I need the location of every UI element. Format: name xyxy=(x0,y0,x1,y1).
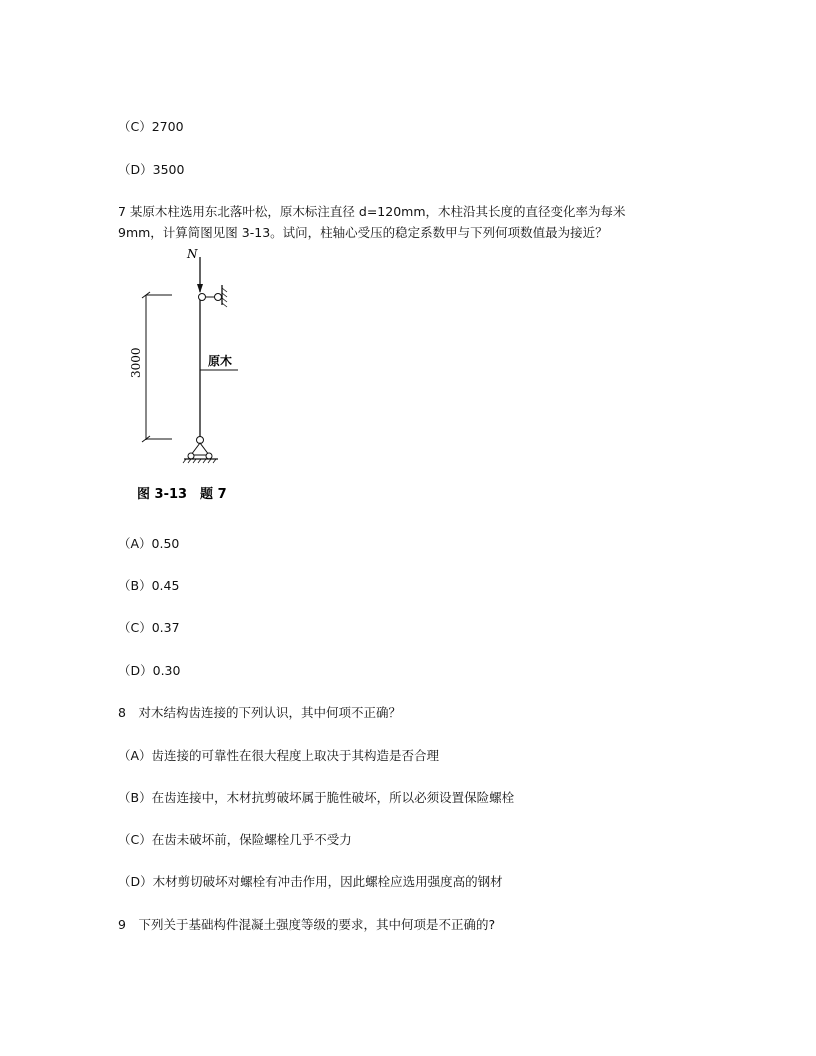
load-label: N xyxy=(187,247,198,261)
figure-3-13 xyxy=(0,0,816,520)
q8-option-b: （B）在齿连接中，木材抗剪破坏属于脆性破坏，所以必须设置保险螺栓 xyxy=(118,790,515,805)
option-c-prev: （C）2700 xyxy=(118,119,184,134)
question-9: 9 下列关于基础构件混凝土强度等级的要求，其中何项是不正确的? xyxy=(118,917,496,932)
q7-option-c: （C）0.37 xyxy=(118,620,180,635)
hinge-icon xyxy=(199,294,206,301)
q7-option-b: （B）0.45 xyxy=(118,578,180,593)
member-label: 原木 xyxy=(208,354,233,368)
q8-option-d: （D）木材剪切破坏对螺栓有冲击作用，因此螺栓应选用强度高的钢材 xyxy=(118,874,503,889)
question-7-line1: 7 某原木柱选用东北落叶松，原木标注直径 d=120mm，木柱沿其长度的直径变化率为每米 xyxy=(118,204,626,219)
figure-caption: 图 3-13 题 7 xyxy=(137,487,227,502)
q7-option-d: （D）0.30 xyxy=(118,663,181,678)
option-d-prev: （D）3500 xyxy=(118,162,185,177)
dimension-label: 3000 xyxy=(129,347,143,378)
q7-option-a: （A）0.50 xyxy=(118,536,180,551)
question-7-line2: 9mm，计算简图见图 3-13。试问，柱轴心受压的稳定系数甲与下列何项数值最为接近？ xyxy=(118,225,608,240)
q8-option-c: （C）在齿未破坏前，保险螺栓几乎不受力 xyxy=(118,832,352,847)
q8-option-a: （A）齿连接的可靠性在很大程度上取决于其构造是否合理 xyxy=(118,748,440,763)
arrow-head-icon xyxy=(197,284,203,293)
question-8: 8 对木结构齿连接的下列认识，其中何项不正确？ xyxy=(118,705,401,720)
